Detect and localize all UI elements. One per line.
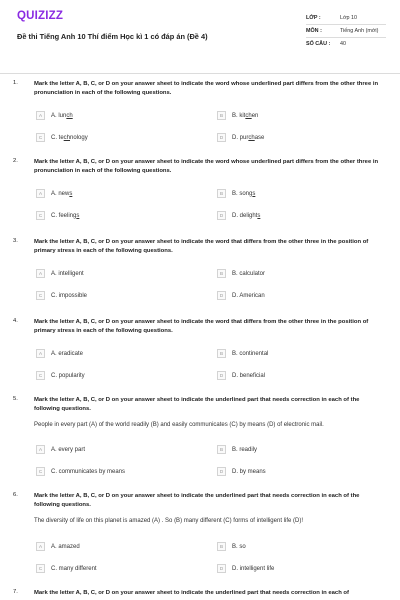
page-header: [0, 0, 400, 64]
option-label: C. feelings: [51, 212, 80, 219]
option-letter-box[interactable]: B: [217, 269, 226, 278]
meta-row-count: [306, 38, 386, 50]
meta-table: [306, 12, 386, 50]
answer-option-b[interactable]: [217, 349, 268, 358]
question-number: 6.: [13, 492, 18, 498]
option-letter-box[interactable]: B: [217, 111, 226, 120]
option-letter-box[interactable]: D: [217, 211, 226, 220]
option-letter-box[interactable]: A: [36, 445, 45, 454]
quizizz-logo: QUIZIZZ: [17, 10, 64, 22]
option-label: B. readily: [232, 446, 258, 453]
question-text: Mark the letter A, B, C, or D on your answer sheet to indicate the underlined part that needs correction in each of the following questions.: [34, 493, 360, 508]
answer-option-c[interactable]: [36, 211, 79, 220]
option-label: D. purchase: [232, 134, 265, 141]
option-letter-box[interactable]: A: [36, 111, 45, 120]
question-text: Mark the letter A, B, C, or D on your answer sheet to indicate the underlined part that needs correction in each of: [34, 590, 349, 596]
option-letter-box[interactable]: D: [217, 467, 226, 476]
meta-row-class: [306, 12, 386, 25]
option-label: D. beneficial: [232, 372, 266, 379]
question-text: Mark the letter A, B, C, or D on your answer sheet to indicate the word whose underlined part differs from the other three in pronunciation in each of the following questions.: [34, 159, 379, 174]
question-sentence: People in every part (A) of the world readily (B) and easily communicates (C) by means (D) of electronic mail.: [34, 422, 324, 428]
question-text: Mark the letter A, B, C, or D on your answer sheet to indicate the word whose underlined part differs from the other three in pronunciation in each of the following questions.: [34, 81, 379, 96]
option-letter-box[interactable]: D: [217, 291, 226, 300]
option-label: D. delights: [232, 212, 261, 219]
option-letter-box[interactable]: A: [36, 542, 45, 551]
option-label: A. eradicate: [51, 350, 84, 357]
meta-label: SỐ CÂU :: [306, 41, 331, 47]
answer-option-b[interactable]: [217, 189, 255, 198]
answer-option-a[interactable]: [36, 445, 85, 454]
question-sentence: The diversity of life on this planet is amazed (A) . So (B) many different (C) forms of intelligent life (D)!: [34, 518, 303, 524]
answer-option-c[interactable]: [36, 133, 88, 142]
question-number: 5.: [13, 396, 18, 402]
option-label: C. many different: [51, 565, 97, 572]
option-letter-box[interactable]: A: [36, 189, 45, 198]
option-letter-box[interactable]: C: [36, 467, 45, 476]
answer-option-b[interactable]: [217, 542, 246, 551]
meta-value: 40: [340, 41, 346, 47]
option-letter-box[interactable]: A: [36, 269, 45, 278]
answer-option-c[interactable]: [36, 291, 87, 300]
answer-option-d[interactable]: [217, 564, 274, 573]
answer-option-b[interactable]: [217, 269, 265, 278]
option-label: A. intelligent: [51, 270, 84, 277]
option-label: C. technology: [51, 134, 88, 141]
option-label: C. popularity: [51, 372, 85, 379]
question-number: 1.: [13, 80, 18, 86]
option-label: A. every part: [51, 446, 86, 453]
answer-option-c[interactable]: [36, 564, 97, 573]
answer-option-d[interactable]: [217, 291, 265, 300]
answer-option-a[interactable]: [36, 111, 73, 120]
answer-option-c[interactable]: [36, 371, 85, 380]
answer-option-d[interactable]: [217, 133, 264, 142]
option-label: B. calculator: [232, 270, 266, 277]
option-label: D. by means: [232, 468, 266, 475]
option-label: A. lunch: [51, 112, 73, 119]
option-letter-box[interactable]: B: [217, 445, 226, 454]
meta-value: Lớp 10: [340, 15, 358, 21]
document-title: Đề thi Tiếng Anh 10 Thí điểm Học kì 1 có đáp án (Đề 4): [17, 32, 208, 41]
header-divider: [0, 73, 400, 74]
answer-option-a[interactable]: [36, 542, 80, 551]
meta-label: MÔN :: [306, 28, 322, 34]
question-text: Mark the letter A, B, C, or D on your answer sheet to indicate the underlined part that needs correction in each of the following questions.: [34, 397, 360, 412]
option-letter-box[interactable]: C: [36, 371, 45, 380]
question-number: 7.: [13, 589, 18, 595]
option-letter-box[interactable]: C: [36, 133, 45, 142]
option-label: A. amazed: [51, 543, 80, 550]
option-label: C. impossible: [51, 292, 88, 299]
question-text: Mark the letter A, B, C, or D on your answer sheet to indicate the word that differs from the other three in the position of primary stress in each of the following questions.: [34, 319, 369, 334]
option-label: B. songs: [232, 190, 256, 197]
option-letter-box[interactable]: D: [217, 133, 226, 142]
option-letter-box[interactable]: B: [217, 349, 226, 358]
option-letter-box[interactable]: B: [217, 189, 226, 198]
answer-option-d[interactable]: [217, 467, 266, 476]
option-letter-box[interactable]: B: [217, 542, 226, 551]
meta-value: Tiếng Anh (mới): [340, 28, 379, 34]
question-text: Mark the letter A, B, C, or D on your answer sheet to indicate the word that differs from the other three in the position of primary stress in each of the following questions.: [34, 239, 369, 254]
answer-option-a[interactable]: [36, 269, 84, 278]
question-number: 3.: [13, 238, 18, 244]
answer-option-b[interactable]: [217, 111, 258, 120]
answer-option-c[interactable]: [36, 467, 125, 476]
answer-option-a[interactable]: [36, 349, 83, 358]
option-letter-box[interactable]: C: [36, 564, 45, 573]
question-number: 4.: [13, 318, 18, 324]
answer-option-b[interactable]: [217, 445, 257, 454]
option-label: B. so: [232, 543, 246, 550]
option-letter-box[interactable]: A: [36, 349, 45, 358]
option-label: D. intelligent life: [232, 565, 275, 572]
question-number: 2.: [13, 158, 18, 164]
option-letter-box[interactable]: D: [217, 564, 226, 573]
answer-option-d[interactable]: [217, 211, 260, 220]
option-label: B. continental: [232, 350, 269, 357]
option-letter-box[interactable]: C: [36, 211, 45, 220]
option-label: A. news: [51, 190, 73, 197]
answer-option-d[interactable]: [217, 371, 265, 380]
meta-row-subject: [306, 25, 386, 38]
option-letter-box[interactable]: C: [36, 291, 45, 300]
meta-label: LỚP :: [306, 15, 321, 21]
option-label: C. communicates by means: [51, 468, 126, 475]
option-label: D. American: [232, 292, 265, 299]
option-label: B. kitchen: [232, 112, 259, 119]
answer-option-a[interactable]: [36, 189, 72, 198]
option-letter-box[interactable]: D: [217, 371, 226, 380]
